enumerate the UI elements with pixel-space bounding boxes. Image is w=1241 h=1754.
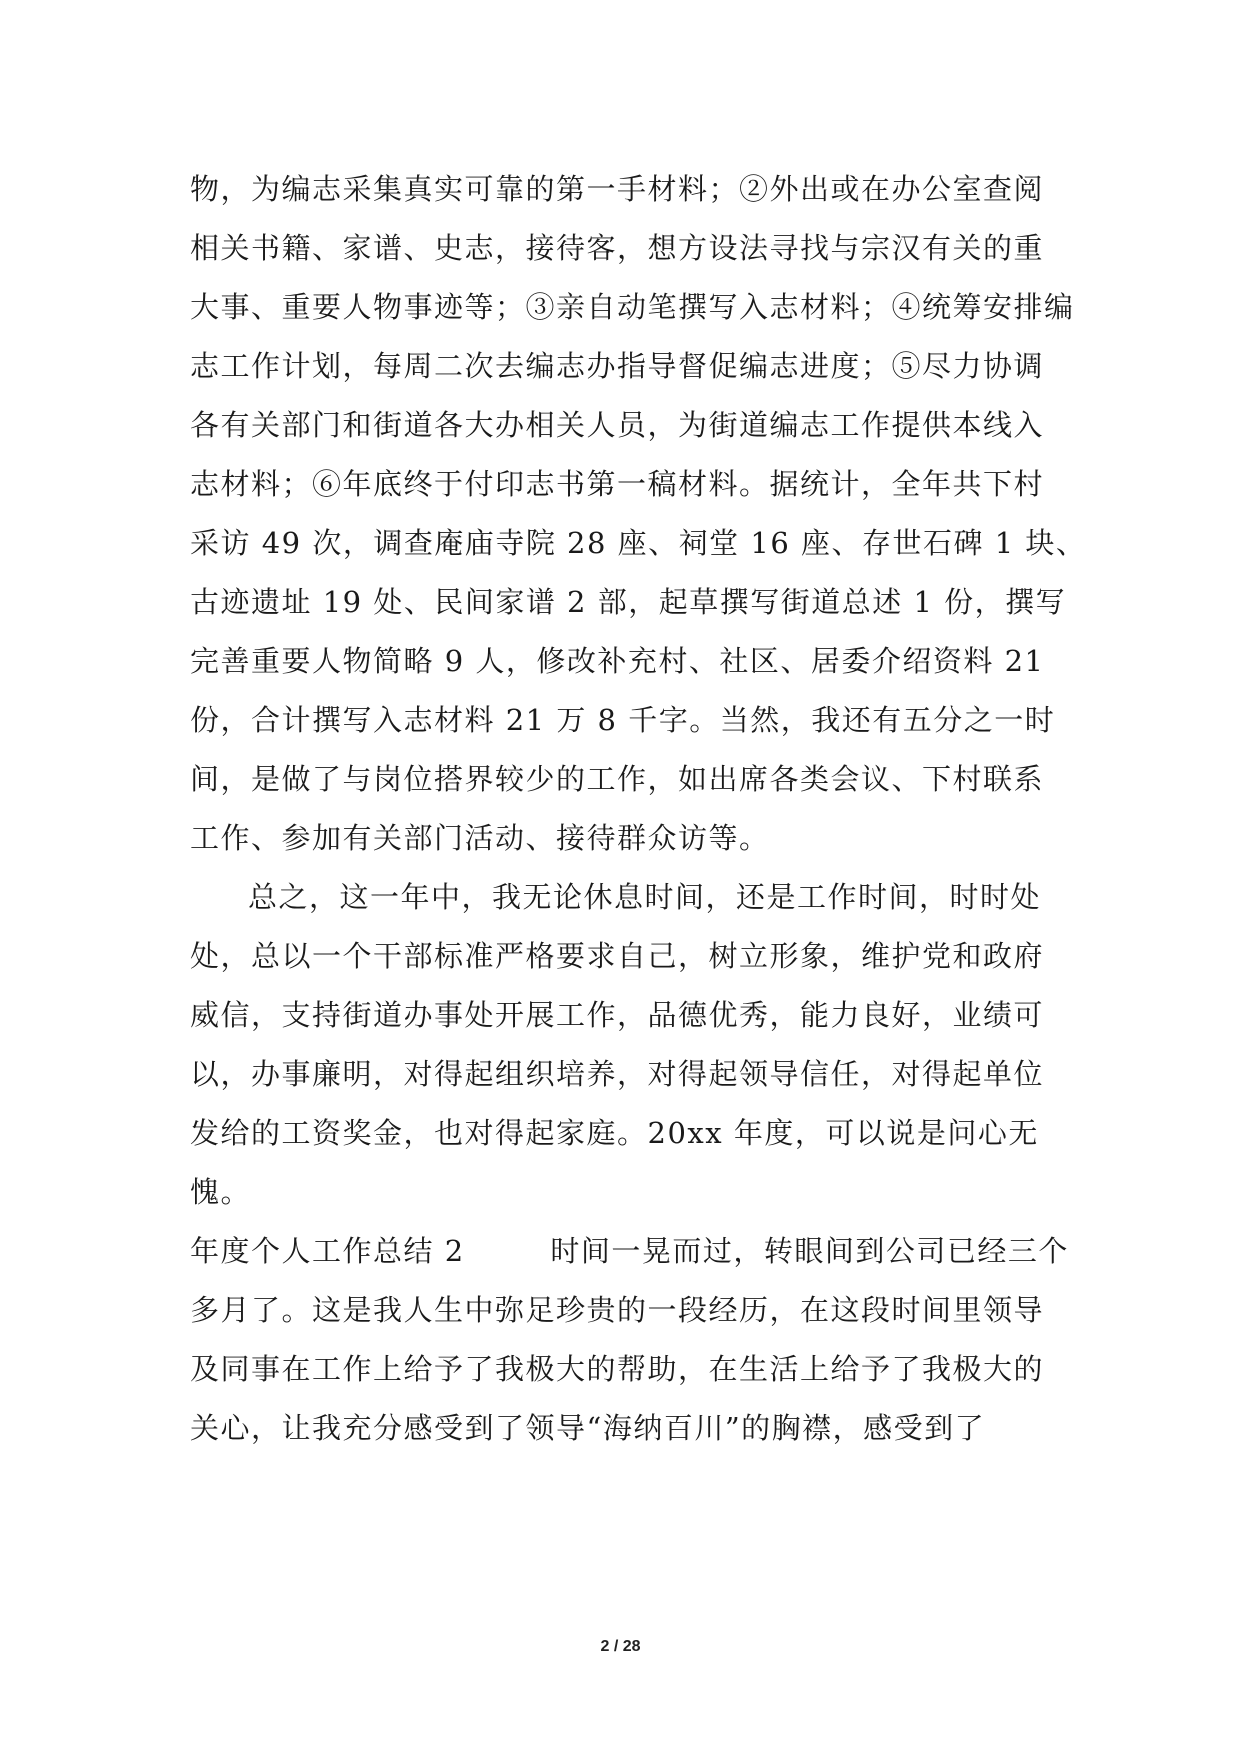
text-line: 志工作计划，每周二次去编志办指导督促编志进度；⑤尽力协调	[190, 349, 1045, 383]
text-line: 处，总以一个干部标准严格要求自己，树立形象，维护党和政府	[190, 939, 1045, 973]
section-heading-line: 年度个人工作总结 2 时间一晃而过，转眼间到公司已经三个	[190, 1234, 1069, 1268]
text-line: 以，办事廉明，对得起组织培养，对得起领导信任，对得起单位	[190, 1057, 1045, 1091]
text-line: 大事、重要人物事迹等；③亲自动笔撰写入志材料；④统筹安排编	[190, 290, 1075, 324]
text-line: 完善重要人物简略 9 人，修改补充村、社区、居委介绍资料 21	[190, 644, 1045, 678]
text-line: 多月了。这是我人生中弥足珍贵的一段经历，在这段时间里领导	[190, 1293, 1045, 1327]
text-line: 采访 49 次，调查庵庙寺院 28 座、祠堂 16 座、存世石碑 1 块、	[190, 526, 1087, 560]
text-line: 份，合计撰写入志材料 21 万 8 千字。当然，我还有五分之一时	[190, 703, 1056, 737]
text-line: 物，为编志采集真实可靠的第一手材料；②外出或在办公室查阅	[190, 172, 1045, 206]
text-line: 关心，让我充分感受到了领导“海纳百川”的胸襟，感受到了	[190, 1411, 986, 1445]
paragraph-start-line: 总之，这一年中，我无论休息时间，还是工作时间，时时处	[248, 880, 1042, 914]
text-line: 及同事在工作上给予了我极大的帮助，在生活上给予了我极大的	[190, 1352, 1045, 1386]
text-line: 间，是做了与岗位搭界较少的工作，如出席各类会议、下村联系	[190, 762, 1045, 796]
page-number: 2 / 28	[600, 1638, 641, 1655]
text-line: 古迹遗址 19 处、民间家谱 2 部，起草撰写街道总述 1 份，撰写	[190, 585, 1067, 619]
text-line: 志材料；⑥年底终于付印志书第一稿材料。据统计，全年共下村	[190, 467, 1045, 501]
text-line: 发给的工资奖金，也对得起家庭。20xx 年度，可以说是问心无	[190, 1116, 1039, 1150]
text-line: 各有关部门和街道各大办相关人员，为街道编志工作提供本线入	[190, 408, 1045, 442]
text-line: 工作、参加有关部门活动、接待群众访等。	[190, 821, 770, 855]
text-line: 相关书籍、家谱、史志，接待客，想方设法寻找与宗汉有关的重	[190, 231, 1045, 265]
text-line: 愧。	[190, 1175, 252, 1209]
text-line: 威信，支持街道办事处开展工作，品德优秀，能力良好，业绩可	[190, 998, 1045, 1032]
body-text	[190, 160, 1087, 1458]
